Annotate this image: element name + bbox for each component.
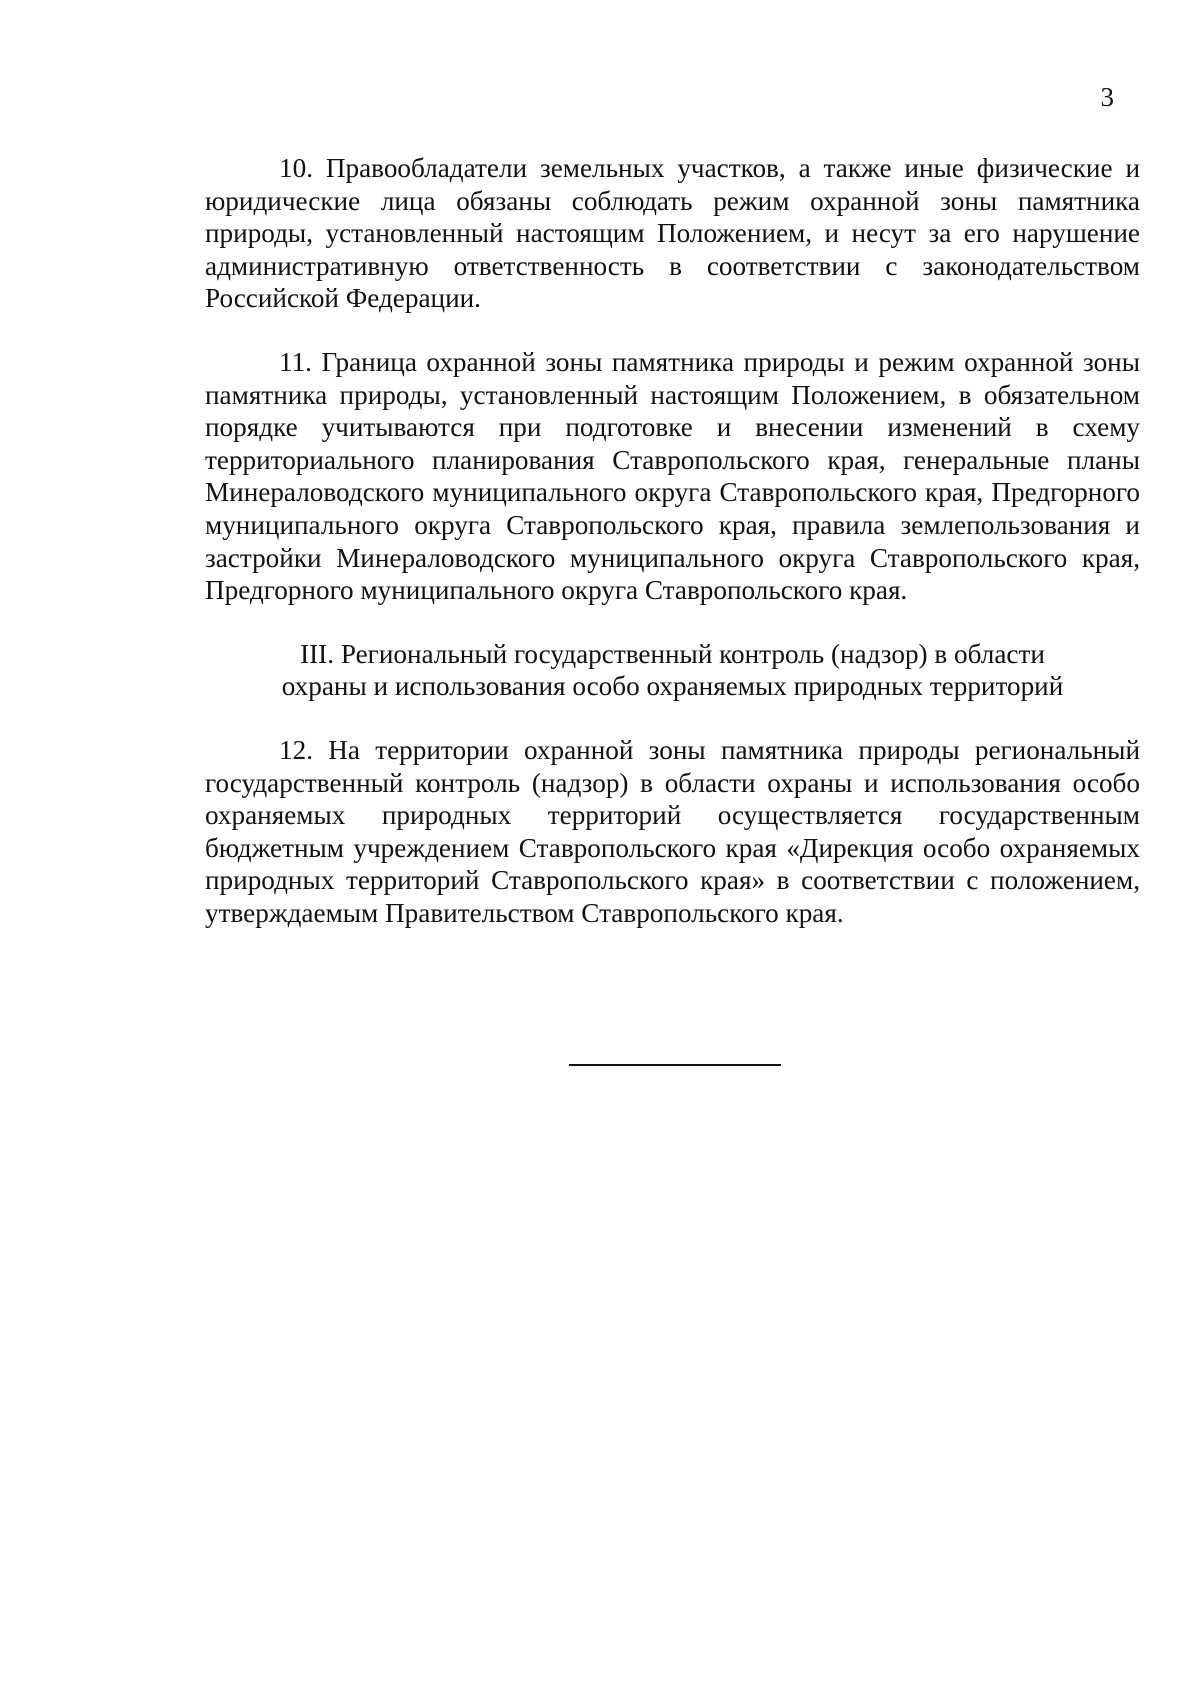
document-body [205,152,1140,929]
section-heading-line-1: III. Региональный государственный контроль (надзор) в области [300,638,1045,669]
section-heading-line-2: охраны и использования особо охраняемых природных территорий [281,671,1064,702]
end-separator-line [569,1064,781,1066]
paragraph-12: 12. На территории охранной зоны памятника природы региональный государственный контроль (надзор) в области охраны и использования особо охраняемых природных территорий осуществляется государственным бюджетным учреждением Ставропольского края «Дирекция особо охраняемых природных территорий Ставропольского края» в соответствии с положением, утверждаемым Правительством Ставропольского края. [205,734,1140,928]
paragraph-11: 11. Граница охранной зоны памятника природы и режим охранной зоны памятника природы, установленный настоящим Положением, в обязательном порядке учитываются при подготовке и внесении изменений в схему территориального планирования Ставропольского края, генеральные планы Минераловодского муниципального округа Ставропольского края, Предгорного муниципального округа Ставропольского края, правила землепользования и застройки Минераловодского муниципального округа Ставропольского края, Предгорного муниципального округа Ставропольского края. [205,346,1140,606]
page-number: 3 [1100,82,1114,112]
paragraph-10: 10. Правообладатели земельных участков, а также иные физические и юридические лица обязаны соблюдать режим охранной зоны памятника природы, установленный настоящим Положением, и несут за его нарушение административную ответственность в соответствии с законодательством Российской Федерации. [205,153,1140,314]
section-heading [205,638,1140,703]
